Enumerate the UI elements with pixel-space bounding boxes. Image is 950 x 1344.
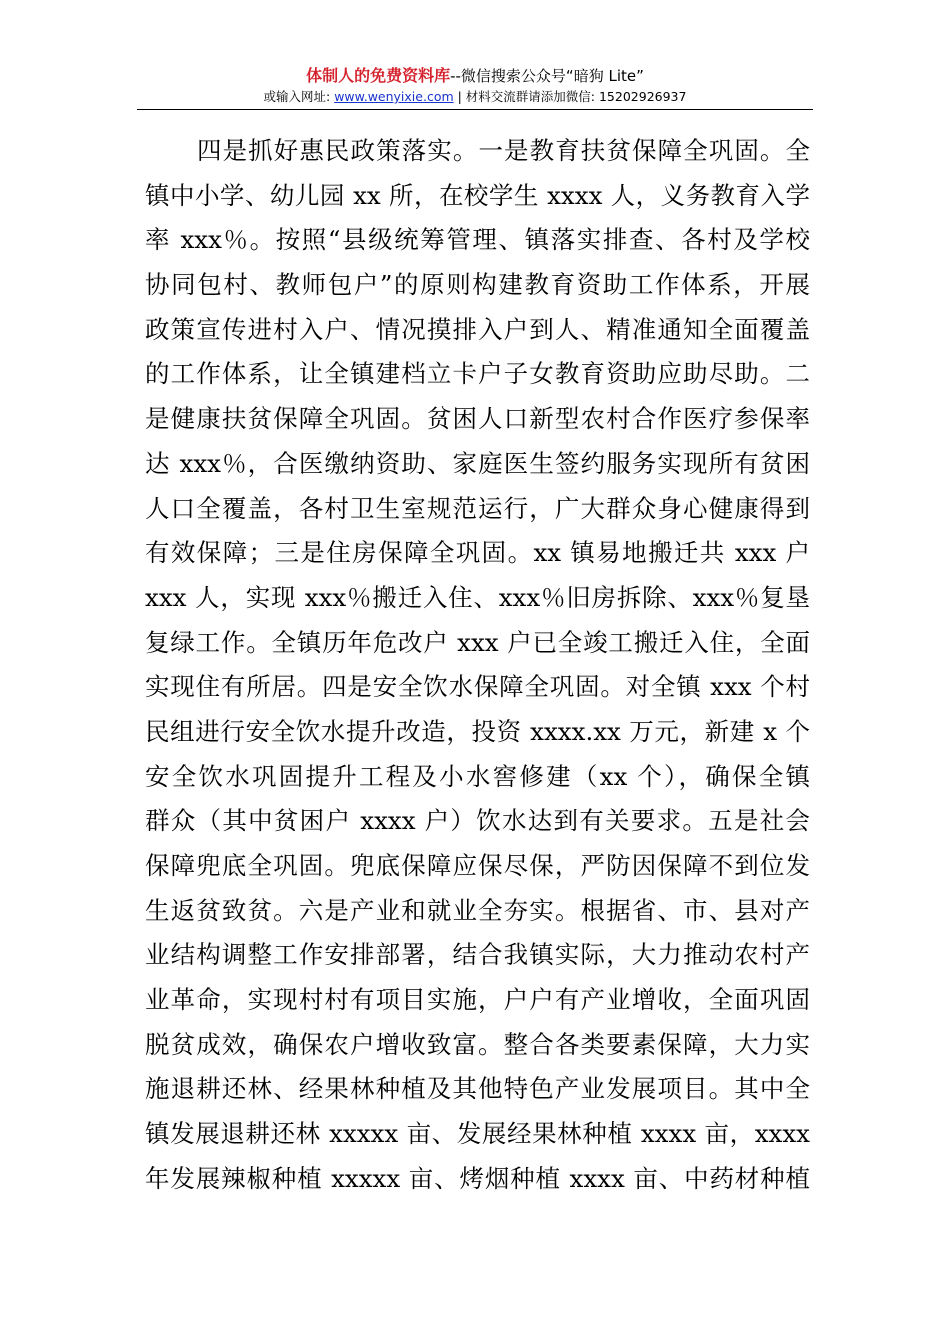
paragraph-line: 保障兜底全巩固。兜底保障应保尽保，严防因保障不到位发	[145, 851, 810, 880]
paragraph-line: 民组进行安全饮水提升改造，投资 xxxx.xx 万元，新建 x 个	[145, 716, 810, 746]
paragraph-line: 生返贫致贫。六是产业和就业全夯实。根据省、市、县对产	[145, 895, 810, 925]
paragraph-line: 业结构调整工作安排部署，结合我镇实际，大力推动农村产	[145, 940, 810, 970]
header-title-line	[0, 66, 950, 86]
paragraph-line: 年发展辣椒种植 xxxxx 亩、烤烟种植 xxxx 亩、中药材种植	[145, 1163, 810, 1193]
paragraph-line: 是健康扶贫保障全巩固。贫困人口新型农村合作医疗参保率	[145, 404, 810, 434]
paragraph-line: 的工作体系，让全镇建档立卡户子女教育资助应助尽助。二	[145, 359, 810, 389]
paragraph-line: 政策宣传进村入户、情况摸排入户到人、精准通知全面覆盖	[145, 314, 810, 344]
paragraph-line: 施退耕还林、经果林种植及其他特色产业发展项目。其中全	[145, 1074, 810, 1104]
header-tagline: --微信搜索公众号“暗狗 Lite”	[450, 67, 644, 85]
paragraph-line: 四是抓好惠民政策落实。一是教育扶贫保障全巩固。全	[197, 136, 810, 165]
paragraph-line: 镇中小学、幼儿园 xx 所，在校学生 xxxx 人，义务教育入学	[145, 180, 810, 210]
header-brand: 体制人的免费资料库	[306, 66, 451, 85]
header-divider	[137, 109, 813, 110]
paragraph-line: xxx 人，实现 xxx％搬迁入住、xxx％旧房拆除、xxx％复垦	[145, 582, 810, 612]
paragraph-line: 有效保障；三是住房保障全巩固。xx 镇易地搬迁共 xxx 户	[145, 538, 810, 568]
document-body	[145, 129, 810, 1202]
paragraph-line: 业革命，实现村村有项目实施，户户有产业增收，全面巩固	[145, 985, 810, 1015]
paragraph-line: 协同包村、教师包户”的原则构建教育资助工作体系，开展	[145, 270, 810, 300]
paragraph-line: 人口全覆盖，各村卫生室规范运行，广大群众身心健康得到	[145, 493, 810, 523]
header-url-prefix: 或输入网址:	[263, 89, 335, 104]
paragraph-line: 实现住有所居。四是安全饮水保障全巩固。对全镇 xxx 个村	[145, 672, 810, 702]
paragraph-line: 群众（其中贫困户 xxxx 户）饮水达到有关要求。五是社会	[145, 806, 810, 836]
paragraph-line: 率 xxx％。按照“县级统筹管理、镇落实排查、各村及学校	[145, 225, 810, 255]
paragraph-line: 镇发展退耕还林 xxxxx 亩、发展经果林种植 xxxx 亩，xxxx	[145, 1119, 810, 1149]
paragraph-line: 达 xxx％，合医缴纳资助、家庭医生签约服务实现所有贫困	[145, 448, 810, 478]
paragraph-line: 复绿工作。全镇历年危改户 xxx 户已全竣工搬迁入住，全面	[145, 627, 810, 657]
header-contact: | 材料交流群请添加微信: 15202926937	[453, 89, 687, 104]
header-url-link[interactable]: www.wenyixie.com	[334, 89, 454, 104]
page-header	[0, 66, 950, 106]
paragraph-line: 脱贫成效，确保农户增收致富。整合各类要素保障，大力实	[145, 1029, 810, 1059]
paragraph-line: 安全饮水巩固提升工程及小水窖修建（xx 个），确保全镇	[145, 761, 810, 791]
header-contact-line	[0, 88, 950, 106]
